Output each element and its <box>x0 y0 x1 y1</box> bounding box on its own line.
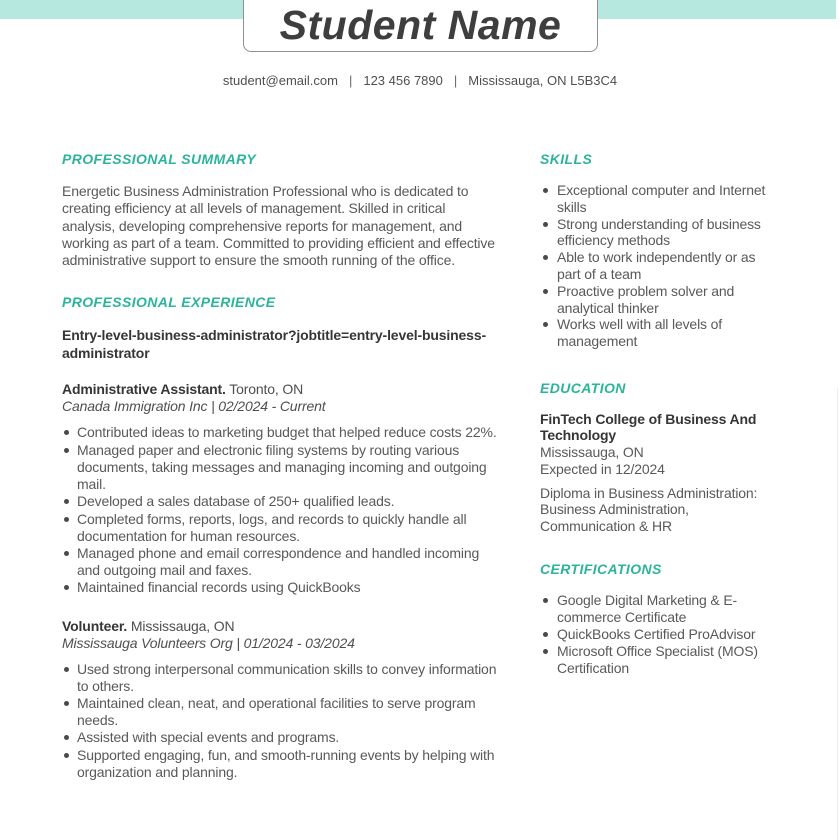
skills-list <box>540 182 778 350</box>
job-entry-volunteer <box>62 618 498 781</box>
education-expected-date: Expected in 12/2024 <box>540 460 665 477</box>
job-title: Administrative Assistant. <box>62 381 226 398</box>
bullet-item: Maintained clean, neat, and operational facilities to serve program needs. <box>62 695 498 729</box>
name-box <box>243 0 598 52</box>
job-meta: Mississauga Volunteers Org | 01/2024 - 03/2024 <box>62 634 355 651</box>
job-posting-title: Entry-level-business-administrator?jobtitle=entry-level-business-administrator <box>62 327 486 361</box>
job-title: Volunteer. <box>62 617 128 634</box>
section-heading-education: EDUCATION <box>540 379 626 396</box>
skill-item: Works well with all levels of management <box>540 316 778 350</box>
bullet-item: Managed paper and electronic filing systems by routing various documents, taking messages and managing incoming and outgoing mail. <box>62 442 498 494</box>
certification-item: Microsoft Office Specialist (MOS) Certification <box>540 643 778 677</box>
job-entry-administrative-assistant <box>62 381 498 596</box>
job-location: Toronto, ON <box>229 381 304 398</box>
education-location: Mississauga, ON <box>540 443 644 460</box>
bullet-item: Supported engaging, fun, and smooth-running events by helping with organization and planning. <box>62 747 498 781</box>
contact-separator: | <box>453 73 458 88</box>
certification-item: Google Digital Marketing & E-commerce Certificate <box>540 592 778 626</box>
certifications-list <box>540 592 778 676</box>
job-title-line <box>62 618 498 635</box>
bullet-item: Contributed ideas to marketing budget that helped reduce costs 22%. <box>62 424 498 441</box>
skill-item: Strong understanding of business efficiency methods <box>540 216 778 250</box>
contact-line <box>0 73 840 88</box>
page-title: Student Name <box>279 2 562 48</box>
right-column <box>540 152 778 676</box>
education-degree: Diploma in Business Administration: Business Administration, Communication & HR <box>540 484 758 534</box>
skill-item: Exceptional computer and Internet skills <box>540 182 778 216</box>
contact-separator: | <box>348 73 353 88</box>
job-title-line <box>62 381 498 398</box>
education-school: FinTech College of Business And Technology <box>540 410 757 444</box>
section-heading-professional-experience: PROFESSIONAL EXPERIENCE <box>62 294 276 311</box>
bullet-item: Assisted with special events and programs. <box>62 729 498 746</box>
job-bullet-list <box>62 661 498 781</box>
bullet-item: Completed forms, reports, logs, and records to quickly handle all documentation for human resources. <box>62 511 498 545</box>
skill-item: Proactive problem solver and analytical thinker <box>540 283 778 317</box>
left-column <box>62 152 498 781</box>
contact-email: student@email.com <box>222 73 338 88</box>
contact-phone: 123 456 7890 <box>363 73 443 88</box>
section-heading-skills: SKILLS <box>540 151 593 167</box>
job-location: Mississauga, ON <box>130 617 235 634</box>
professional-summary-text: Energetic Business Administration Professional who is dedicated to creating efficiency at all levels of management. Skilled in critical analysis, developing comprehensive reports for management, and working as part of a team. Committed to providing efficient and effective administrative support to ensure the smooth running of the office. <box>62 183 495 269</box>
skill-item: Able to work independently or as part of a team <box>540 249 778 283</box>
section-heading-professional-summary: PROFESSIONAL SUMMARY <box>62 151 257 167</box>
bullet-item: Managed phone and email correspondence and handled incoming and outgoing mail and faxes. <box>62 545 498 579</box>
page-edge-divider <box>837 388 838 840</box>
bullet-item: Used strong interpersonal communication skills to convey information to others. <box>62 661 498 695</box>
job-bullet-list <box>62 424 498 596</box>
contact-location: Mississauga, ON L5B3C4 <box>468 73 618 88</box>
bullet-item: Maintained financial records using QuickBooks <box>62 579 498 596</box>
certification-item: QuickBooks Certified ProAdvisor <box>540 626 778 643</box>
job-meta: Canada Immigration Inc | 02/2024 - Current <box>62 398 326 415</box>
section-heading-certifications: CERTIFICATIONS <box>540 561 662 578</box>
bullet-item: Developed a sales database of 250+ qualified leads. <box>62 493 498 510</box>
